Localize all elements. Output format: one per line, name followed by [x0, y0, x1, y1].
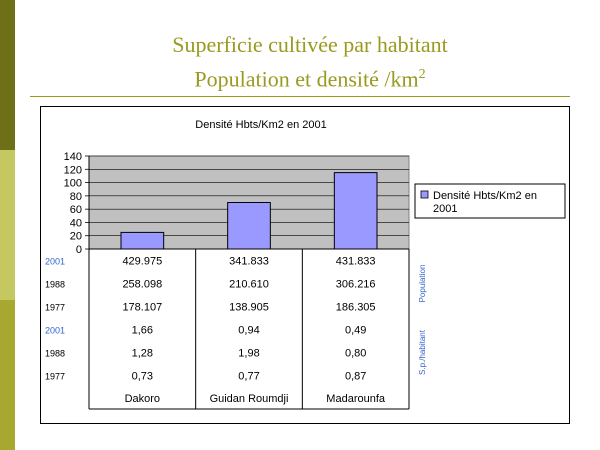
category-label-2: Madarounfa — [326, 393, 386, 405]
y-tick-label-80: 80 — [69, 190, 82, 203]
cell-1-2-0: 0,73 — [131, 370, 154, 383]
slide-title-line2-text: Population et densité /km — [194, 66, 419, 92]
group-label-1: S.p./habitant — [418, 330, 427, 375]
y-tick-label-0: 0 — [75, 244, 82, 256]
cell-1-1-2: 0,80 — [344, 347, 367, 360]
y-tick-label-120: 120 — [63, 164, 82, 177]
y-tick-label-60: 60 — [69, 204, 82, 217]
cell-0-0-2: 431.833 — [335, 255, 376, 268]
cell-0-1-1: 210.610 — [229, 278, 269, 291]
cell-1-0-0: 1,66 — [131, 324, 154, 337]
legend-label-line2: 2001 — [433, 203, 458, 215]
slide-title-line2 — [40, 62, 580, 92]
sidebar-accent-middle — [0, 150, 15, 300]
cell-0-2-1: 138.905 — [229, 301, 269, 314]
cell-0-1-2: 306.216 — [335, 278, 376, 291]
y-tick-label-140: 140 — [63, 151, 82, 163]
category-label-1: Guidan Roumdji — [209, 393, 289, 405]
cell-0-0-1: 341.833 — [229, 255, 269, 268]
cell-1-1-0: 1,28 — [131, 347, 154, 360]
bar-madarounfa — [334, 173, 377, 249]
cell-0-0-0: 429.975 — [122, 255, 163, 268]
cell-1-1-1: 1,98 — [238, 347, 260, 360]
cell-0-2-0: 178.107 — [122, 301, 163, 314]
slide-title-line1: Superficie cultivée par habitant — [172, 32, 448, 57]
slide-title-line2-sup: 2 — [418, 67, 426, 82]
row-year-0-0: 2001 — [45, 256, 66, 267]
chart-title: Densité Hbts/Km2 en 2001 — [195, 119, 327, 131]
chart-frame — [40, 106, 570, 424]
row-year-0-1: 1988 — [45, 279, 66, 290]
sidebar-accent-top — [0, 0, 15, 150]
cell-1-0-2: 0,49 — [344, 324, 367, 337]
y-tick-label-40: 40 — [69, 217, 82, 230]
row-year-1-2: 1977 — [45, 371, 66, 382]
cell-1-2-2: 0,87 — [344, 370, 367, 383]
row-year-0-2: 1977 — [45, 302, 66, 313]
legend-label-line1: Densité Hbts/Km2 en — [433, 190, 537, 202]
category-label-0: Dakoro — [124, 393, 161, 405]
y-tick-label-20: 20 — [69, 230, 82, 243]
sidebar-accent-bottom — [0, 300, 15, 450]
bar-dakoro — [121, 232, 164, 249]
cell-0-2-2: 186.305 — [335, 301, 376, 314]
cell-0-1-0: 258.098 — [122, 278, 163, 291]
legend-swatch — [421, 191, 428, 198]
title-divider — [30, 96, 570, 97]
bar-guidan-roumdji — [228, 203, 271, 250]
cell-1-0-1: 0,94 — [238, 324, 260, 337]
y-tick-label-100: 100 — [63, 177, 82, 190]
row-year-1-1: 1988 — [45, 348, 66, 359]
cell-1-2-1: 0,77 — [238, 370, 260, 383]
chart-svg — [41, 107, 569, 423]
row-year-1-0: 2001 — [45, 325, 66, 336]
group-label-0: Population — [418, 264, 427, 303]
